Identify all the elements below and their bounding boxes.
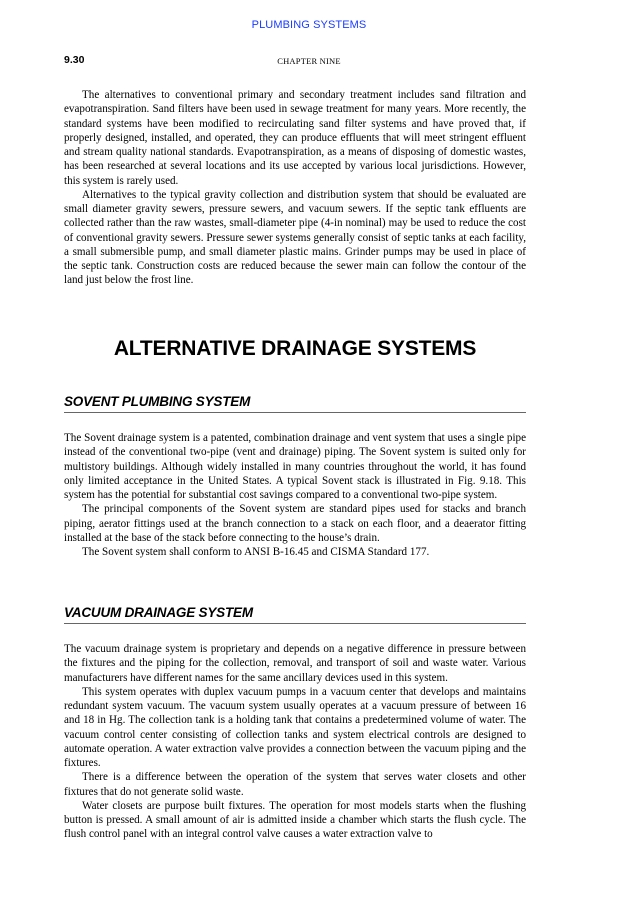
page-number: 9.30 [64,54,85,66]
intro-paragraph: The alternatives to conventional primary and secondary treatment includes sand filtration and evapotranspiration. Sand filters have been used in sewage treatment for many years. More recently, the standard systems have been modified to recirculating sand filter systems and have proved that, if properly designed, installed, and operated, they can produce effluents that will meet stringent effluent and stream quality national standards. Evapotranspiration, as a means of disposing of domestic wastes, has been researched at several locations and its use accepted by various local jurisdictions. However, this system is rarely used. [64,89,526,187]
chapter-label: CHAPTER NINE [277,56,341,66]
vacuum-paragraph: There is a difference between the operation of the system that serves water closets and other fixtures that do not generate solid waste. [64,771,526,798]
vacuum-paragraph: This system operates with duplex vacuum pumps in a vacuum center that develops and maintains redundant system vacuum. The vacuum system usually operates at a vacuum pressure of between 16 and 18 in Hg. The collection tank is a holding tank that contains a predetermined volume of water. The vacuum control center consisting of collection tanks and system electrical controls are designed to automate operation. A water extraction valve provides a connection between the vacuum piping and the fixtures. [64,685,526,769]
sovent-paragraph: The Sovent system shall conform to ANSI B-16.45 and CISMA Standard 177. [82,546,430,558]
section-heading-vacuum: VACUUM DRAINAGE SYSTEM [64,605,526,624]
sovent-paragraph: The Sovent drainage system is a patented, combination drainage and vent system that uses a single pipe instead of the conventional two-pipe (vent and drainage) piping. The Sovent system is suited only for multistory buildings. Although widely installed in many countries throughout the world, it has found only limited acceptance in the United States. A typical Sovent stack is illustrated in Fig. 9.18. This system has the potential for substantial cost savings compared to a conventional two-pipe system. [64,432,526,501]
sovent-paragraph: The principal components of the Sovent system are standard pipes used for stacks and branch piping, aerator fittings used at the branch connection to a stack on each floor, and a deaerator fitting installed at the base of the stack before connecting to the house’s drain. [64,503,526,544]
running-head: PLUMBING SYSTEMS [251,19,367,31]
vacuum-text [64,642,526,842]
intro-text [64,88,526,288]
intro-paragraph: Alternatives to the typical gravity collection and distribution system that should be evaluated are small diameter gravity sewers, pressure sewers, and vacuum sewers. If the septic tank effluents are collected rather than the raw wastes, small-diameter pipe (4-in nominal) may be used to reduce the cost of conventional gravity sewers. Pressure sewer systems generally consist of septic tanks at each facility, a small submersible pump, and small diameter plastic mains. Grinder pumps may be used in place of the septic tank. Construction costs are reduced because the sewer main can follow the contour of the land just below the frost line. [64,188,526,287]
main-title: ALTERNATIVE DRAINAGE SYSTEMS [113,337,477,360]
vacuum-paragraph: The vacuum drainage system is proprietary and depends on a negative difference in pressure between the fixtures and the piping for the collection, removal, and transport of soil and waste water. Various manufacturers have different names for the same ancillary devices used in this system. [64,643,526,684]
vacuum-paragraph: Water closets are purpose built fixtures. The operation for most models starts when the flushing button is pressed. A small amount of air is admitted inside a chamber which starts the flush cycle. The flush control panel with an integral control valve causes a water extraction valve to [64,799,526,841]
section-heading-sovent: SOVENT PLUMBING SYSTEM [64,394,526,413]
sovent-text [64,431,526,559]
